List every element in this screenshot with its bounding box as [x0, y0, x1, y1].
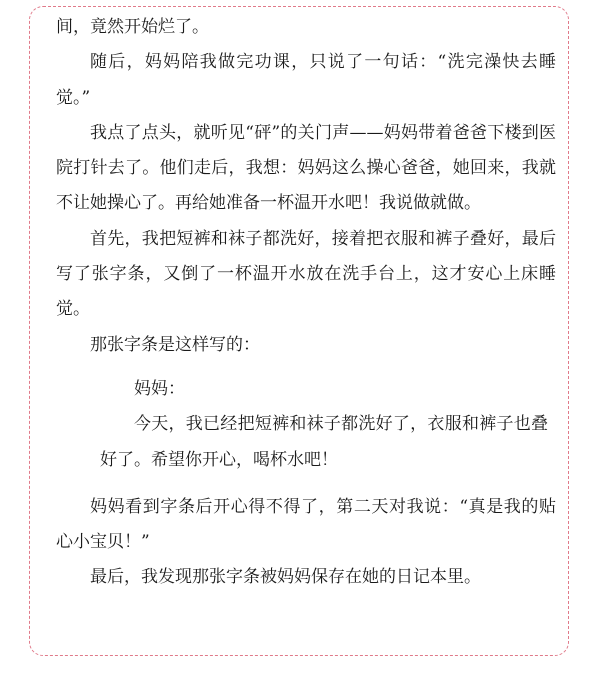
- note-quote: [56, 372, 556, 478]
- paragraph: 最后，我发现那张字条被妈妈保存在她的日记本里。: [90, 567, 481, 588]
- paragraph: 我点了点头，就听见“砰”的关门声——妈妈带着爸爸下楼到医院打针去了。他们走后，我想：妈妈这么操心爸爸，她回来，我就不让她操心了。再给她准备一杯温开水吧！我说做就做。: [56, 122, 556, 214]
- story-text: [56, 10, 556, 596]
- note-body: 今天，我已经把短裤和袜子都洗好了，衣服和裤子也叠好了。希望你开心，喝杯水吧！: [100, 414, 548, 470]
- paragraph: 妈妈看到字条后开心得不得了，第二天对我说：“真是我的贴心小宝贝！”: [56, 496, 556, 553]
- paragraph: 首先，我把短裤和袜子都洗好，接着把衣服和裤子叠好，最后写了张字条，又倒了一杯温开水放在洗手台上，这才安心上床睡觉。: [56, 228, 556, 320]
- note-salutation: 妈妈：: [134, 378, 185, 399]
- paragraph: 间，竟然开始烂了。: [56, 17, 209, 37]
- paragraph: 随后，妈妈陪我做完功课，只说了一句话：“洗完澡快去睡觉。”: [56, 52, 556, 108]
- paragraph: 那张字条是这样写的：: [90, 334, 260, 355]
